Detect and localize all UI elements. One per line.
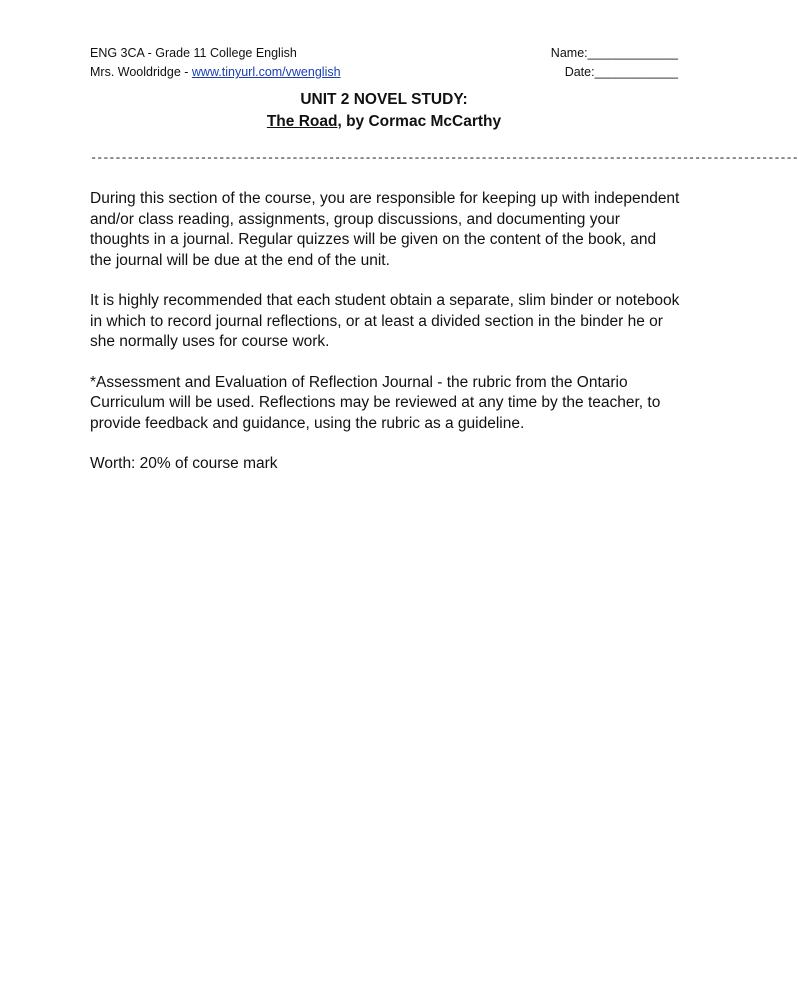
paragraph-assessment: *Assessment and Evaluation of Reflection Journal - the rubric from the Ontario Curriculum will be used. Reflections may be reviewed at any time by the teacher, to provide feedback and guidance, using the rubric as a guideline. <box>90 373 661 432</box>
book-heading <box>0 111 768 133</box>
name-field: Name:_____________ <box>550 46 678 60</box>
teacher-name: Mrs. Wooldridge - <box>90 65 192 79</box>
dashed-divider: -------------------------------------------------------------------------------------------------------------------- <box>90 151 798 165</box>
course-title: ENG 3CA - Grade 11 College English <box>90 46 297 60</box>
paragraph-worth: Worth: 20% of course mark <box>90 455 278 472</box>
header-left <box>90 44 341 82</box>
unit-heading: UNIT 2 NOVEL STUDY: <box>300 91 468 108</box>
header-right <box>551 44 678 82</box>
course-website-link[interactable]: www.tinyurl.com/vwenglish <box>191 65 341 79</box>
date-field: Date:____________ <box>564 65 678 79</box>
document-body <box>90 189 680 495</box>
paragraph-binder: It is highly recommended that each student obtain a separate, slim binder or notebook in which to record journal reflections, or at least a divided section in the binder he or she normally uses for course work. <box>90 292 680 350</box>
paragraph-responsibilities: During this section of the course, you are responsible for keeping up with independent and/or class reading, assignments, group discussions, and documenting your thoughts in a journal. Regular quizzes will be given on the content of the book, and the journal will be due at the end of the unit. <box>90 190 680 269</box>
teacher-line <box>90 63 341 82</box>
book-author: , by Cormac McCarthy <box>337 113 502 130</box>
document-title <box>0 89 768 133</box>
book-title: The Road <box>266 113 338 130</box>
